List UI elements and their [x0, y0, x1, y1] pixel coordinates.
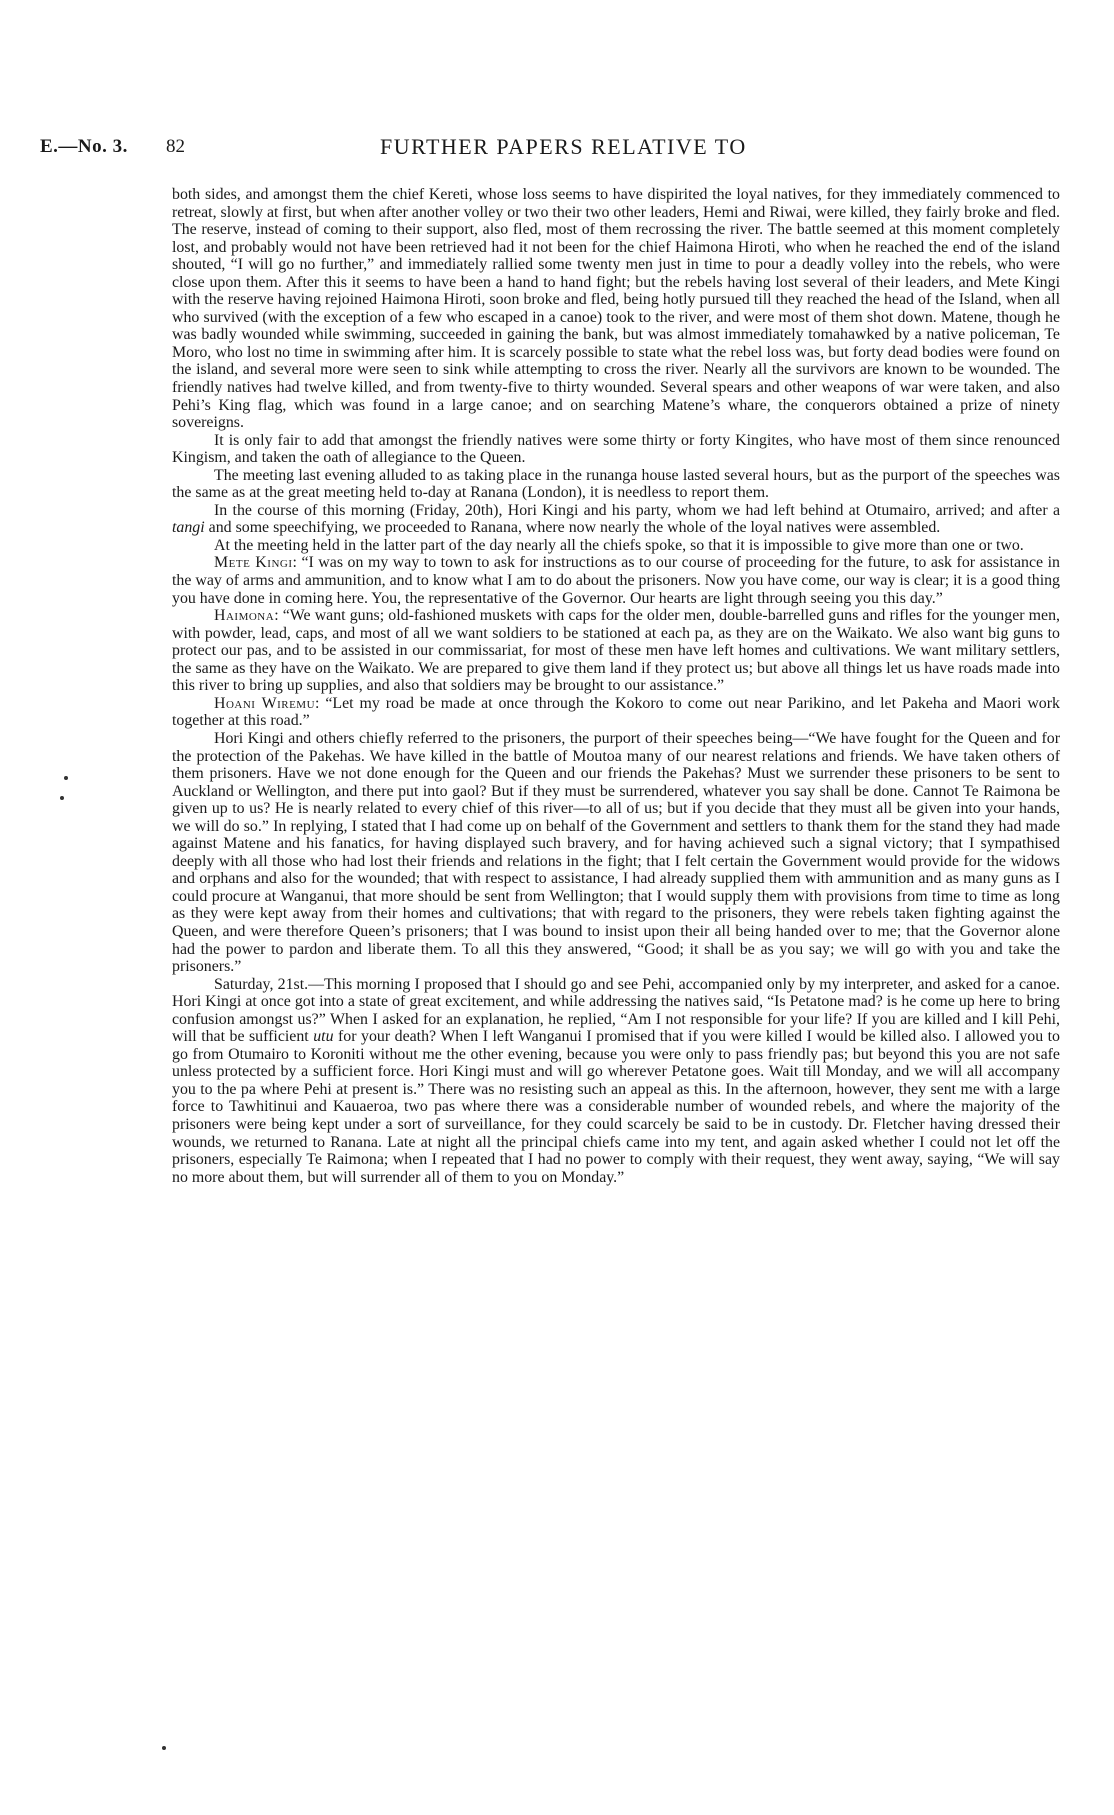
italic-term-utu: utu: [313, 1028, 334, 1046]
paragraph-text: At the meeting held in the latter part of the day nearly all the chiefs spoke, so that it is impossible to give more than one or two.: [214, 536, 1024, 554]
paragraph-prisoners-reply: [172, 730, 1060, 976]
paragraph-text: both sides, and amongst them the chief Kereti, whose loss seems to have dispirited the loyal natives, for they immediately commenced to retreat, slowly at first, but when after another volley or two their two other leaders, Hemi and Riwai, were killed, they fairly broke and fled. The reserve, instead of coming to their support, also fled, most of them recrossing the river. The battle seemed at this moment completely lost, and probably would not have been retrieved had it not been for the chief Haimona Hiroti, who when he reached the end of the island shouted, “I will go no further,” and immediately rallied some twenty men just in time to pour a deadly volley into the rebels, who were close upon them. After this it seems to have been a hand to hand fight; but the rebels having lost several of their leaders, and Mete Kingi with the reserve having rejoined Haimona Hiroti, soon broke and fled, being hotly pursued till they reached the head of the Island, when all who survived (with the exception of a few who escaped in a canoe) took to the river, and were most of them shot down. Matene, though he was badly wounded while swimming, succeeded in gaining the bank, but was almost immediately tomahawked by a native policeman, Te Moro, who lost no time in swimming after him. It is scarcely possible to state what the rebel loss was, but forty dead bodies were found on the island, and several more were seen to sink while attempting to cross the river. Nearly all the survivors are known to be wounded. The friendly natives had twelve killed, and from twenty-five to thirty wounded. Several spears and other weapons of war were taken, and also Pehi’s King flag, which was found in a large canoe; and on searching Matene’s whare, the conquerors obtained a prize of ninety sovereigns.: [172, 186, 1060, 432]
paragraph-friday-arrival: [172, 502, 1060, 537]
italic-term-tangi: tangi: [172, 519, 205, 537]
body-text: [172, 186, 1060, 1186]
paragraph-text: and some speechifying, we proceeded to Ranana, where now nearly the whole of the loyal natives were assembled.: [208, 519, 941, 537]
paragraph-chiefs-spoke: [172, 537, 1060, 555]
running-title: FURTHER PAPERS RELATIVE TO: [380, 134, 747, 159]
speech-text: : “Let my road be made at once through the Kokoro to come out near Parikino, and let Pakeha and Maori work together at this road.”: [172, 694, 1060, 730]
paragraph-speech-mete-kingi: [172, 554, 1060, 607]
margin-speck: [162, 1746, 166, 1750]
paragraph-battle-account: [172, 186, 1060, 432]
page-number: 82: [166, 136, 185, 157]
paragraph-text: It is only fair to add that amongst the friendly natives were some thirty or forty Kingites, who have most of them since renounced Kingism, and taken the oath of allegiance to the Queen.: [172, 431, 1060, 467]
speaker-name: Haimona: [214, 607, 275, 625]
document-reference: E.—No. 3.: [40, 136, 128, 157]
speech-text: : “We want guns; old-fashioned muskets with caps for the older men, double-barrelled guns and rifles for the younger men, with powder, lead, caps, and most of all we want soldiers to be stationed at each pa, as they are on the Waikato. We also want big guns to protect our pas, and to be assisted in our commissariat, for most of these men have left homes and cultivations. We want military settlers, the same as they have on the Waikato. We are prepared to give them land if they protect us; but above all things let us have roads made into this river to bring up supplies, and also that soldiers may be brought to our assistance.”: [172, 607, 1060, 695]
margin-speck: [60, 796, 64, 800]
speech-text: : “I was on my way to town to ask for instructions as to our course of proceeding for the future, to ask for assistance in the way of arms and ammunition, and to know what I am to do about the prisoners. Now you have come, our way is clear; it is a good thing you have done in coming here. You, the representative of the Governor. Our hearts are light through seeing you this day.”: [172, 554, 1060, 607]
page-header: [40, 136, 1074, 166]
paragraph-speech-hoani-wiremu: [172, 695, 1060, 730]
paragraph-text: for your death? When I left Wanganui I promised that if you were killed I would be killed also. I allowed you to go from Otumairo to Koroniti without me the other evening, because you were only to pass friendly pas; but beyond this you are not safe unless protected by a sufficient force. Hori Kingi must and will go wherever Petatone goes. Wait till Monday, and we will all accompany you to the pa where Pehi at present is.” There was no resisting such an appeal as this. In the afternoon, however, they sent me with a large force to Tawhitinui and Kauaeroa, two pas where there was a considerable number of wounded rebels, and where the majority of the prisoners were being kept under a sort of surveillance, for they could scarcely be said to be in custody. Dr. Fletcher having dressed their wounds, we returned to Ranana. Late at night all the principal chiefs came into my tent, and again asked whether I could not let off the prisoners, especially Te Raimona; when I repeated that I had no power to comply with their request, they went away, saying, “We will say no more about them, but will surrender all of them to you on Monday.”: [172, 1028, 1060, 1186]
paragraph-text: Hori Kingi and others chiefly referred to the prisoners, the purport of their speeches being—“We have fought for the Queen and for the protection of the Pakehas. We have killed in the battle of Moutoa many of our nearest relations and friends. We have taken others of them prisoners. Have we not done enough for the Queen and our friends the Pakehas? Must we surrender these prisoners to be sent to Auckland or Wellington, and there put into gaol? But if they must be surrendered, whatever you say shall be done. Cannot Te Raimona be given up to us? He is nearly related to every chief of this river—to all of us; but if you decide that they must all be given into your hands, we will do so.” In replying, I stated that I had come up on behalf of the Government and settlers to thank them for the stand they had made against Matene and his fanatics, for having displayed such bravery, and for having achieved such a signal victory; that I sympathised deeply with all those who had lost their friends and relations in the fight; that I felt certain the Government would provide for the widows and orphans and also for the wounded; that with respect to assistance, I had already supplied them with ammunition and as many guns as I could procure at Wanganui, that more should be sent from Wellington; that I would supply them with provisions from time to time as long as they were kept away from their homes and cultivations; that with regard to the prisoners, they were rebels taken fighting against the Queen, and were therefore Queen’s prisoners; that I was bound to insist upon their all being handed over to me; that the Governor alone had the power to pardon and liberate them. To all this they answered, “Good; it shall be as you say; we will go with you and take the prisoners.”: [172, 729, 1060, 976]
paragraph-speech-haimona: [172, 607, 1060, 695]
paragraph-text: Saturday, 21st.—This morning I proposed that I should go and see Pehi, accompanied only by my interpreter, and asked for a canoe. Hori Kingi at once got into a state of great excitement, and while addressing the natives said, “Is Petatone mad? is he come up here to bring confusion amongst us?” When I asked for an explanation, he replied, “Am I not responsible for your life? If you are killed and I kill Pehi, will that be sufficient: [172, 975, 1060, 1046]
speaker-name: Mete Kingi: [214, 554, 293, 572]
paragraph-text: The meeting last evening alluded to as taking place in the runanga house lasted several hours, but as the purport of the speeches was the same as at the great meeting held to-day at Ranana (London), it is needless to report them.: [172, 466, 1060, 502]
paragraph-kingites: [172, 432, 1060, 467]
paragraph-text: In the course of this morning (Friday, 20th), Hori Kingi and his party, whom we had left behind at Otumairo, arrived; and after a: [214, 501, 1060, 519]
margin-speck: [64, 776, 68, 780]
paragraph-runanga-meeting: [172, 467, 1060, 502]
paragraph-saturday: [172, 976, 1060, 1187]
speaker-name: Hoani Wiremu: [214, 694, 316, 712]
